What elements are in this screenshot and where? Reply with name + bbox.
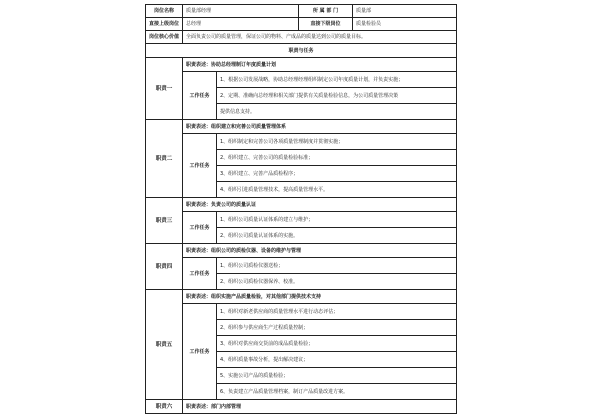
task-item: 1、组织公司质检仪器送检； [217,258,457,274]
duty-desc-cell [183,58,457,72]
duty-desc-text: 组织建立和完善公司质量管理体系 [211,123,287,130]
duty-desc-label: 职责表述： [186,201,212,208]
duty-name: 职责五 [146,290,183,400]
subordinate-label: 直接下级岗位 [299,18,353,31]
row-core-value [146,31,457,44]
duty-desc-cell [183,120,457,134]
duty-name: 职责一 [146,58,183,120]
duty-name: 职责四 [146,244,183,290]
superior-value: 总经理 [183,18,299,31]
task-label: 工作任务 [183,304,217,400]
post-name-value: 质量部经理 [183,5,299,18]
duty-desc-row [146,244,457,258]
task-item: 1、根据公司发展战略，协助总经理经理组织制定公司年度质量计划，并负责实施； [217,72,457,88]
duty-desc-label: 职责表述： [186,403,212,410]
dept-label: 所 属 部 门 [299,5,353,18]
duty-desc-row [146,58,457,72]
post-name-label: 岗位名称 [146,5,183,18]
duty-desc-row [146,198,457,212]
duty-task-row [146,258,457,274]
duty-desc-label: 职责表述： [186,293,212,300]
duty-name: 职责二 [146,120,183,198]
row-superior [146,18,457,31]
task-item: 提供信息支持。 [217,104,457,120]
task-item: 5、实施公司产品的质量检验； [217,368,457,384]
task-item: 1、组织制定和完善公司各项质量管理制度并贯彻实施； [217,134,457,150]
duty-desc-text: 组织公司的质检仪器、设备的维护与管理 [211,247,302,254]
task-item: 1、组织公司质量认证体系的建立与维护； [217,212,457,228]
superior-label: 直接上级岗位 [146,18,183,31]
duty-desc-text: 部门内部管理 [211,403,242,410]
duty-desc-cell [183,290,457,304]
duty-desc-text: 负责公司的质量认证 [211,201,257,208]
duty-desc-row [146,290,457,304]
duty-desc-row [146,400,457,414]
task-item: 2、组织公司质量认证体系的实施。 [217,228,457,244]
job-description-document [145,4,456,410]
duty-desc-label: 职责表述： [186,247,212,254]
duty-desc-label: 职责表述： [186,61,212,68]
task-label: 工作任务 [183,212,217,244]
duty-desc-cell [183,198,457,212]
duty-task-row [146,134,457,150]
job-description-table [145,4,457,414]
duty-desc-cell [183,400,457,414]
duty-task-row [146,304,457,320]
row-post-name [146,5,457,18]
task-item: 1、组织对新老供应商的质量管理水平进行动态评估； [217,304,457,320]
duty-name: 职责六 [146,400,183,414]
core-value-label: 岗位核心价值 [146,31,183,44]
task-item: 2、组织建立、完善公司的质量检验标准； [217,150,457,166]
duty-task-row [146,72,457,88]
task-item: 2、组织公司质检仪器保养、校准。 [217,274,457,290]
duty-desc-label: 职责表述： [186,123,212,130]
task-item: 4、组织质量事故分析，提出解决建议； [217,352,457,368]
task-item: 4、组织引进质量管理技术，提高质量管理水平。 [217,182,457,198]
duty-desc-text: 组织实施产品质量检验，对其他部门提供技术支持 [211,293,322,300]
duty-desc-cell [183,244,457,258]
duty-desc-row [146,120,457,134]
task-label: 工作任务 [183,72,217,120]
task-item: 6、负责建立产品质量管理档案，制订产品质量改进方案。 [217,384,457,400]
section-title: 职责与任务 [146,44,457,58]
row-section-title [146,44,457,58]
task-item: 3、组织对供应商交货前的成品质量检验； [217,336,457,352]
task-item: 2、组织参与供应商生产过程质量控制； [217,320,457,336]
task-item: 2、定期、准确向总经理和相关部门提供有关质量检验信息，为公司质量管理决策 [217,88,457,104]
subordinate-value: 质量检验员 [353,18,457,31]
core-value-text: 全面负责公司的质量管理，保证公司的物料、产成品的质量达到公司的质量目标。 [183,31,457,44]
task-item: 3、组织建立、完善产品质检程序； [217,166,457,182]
duty-task-row [146,212,457,228]
duty-desc-text: 协助总经理制订年度质量计划 [211,61,277,68]
dept-value: 质量部 [353,5,457,18]
task-label: 工作任务 [183,134,217,198]
task-label: 工作任务 [183,258,217,290]
duty-name: 职责三 [146,198,183,244]
